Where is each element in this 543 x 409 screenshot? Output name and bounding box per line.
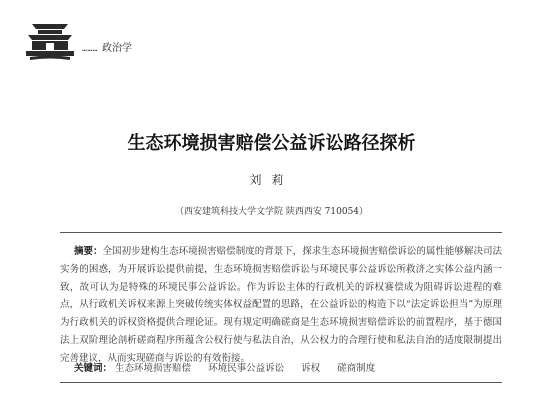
section-label: 政治学 [101,43,132,54]
keyword: 生态环境损害赔偿 [115,363,192,374]
leader-dots: ……… [82,44,98,53]
keyword: 环境民事公益诉讼 [208,363,285,374]
keywords-label: 关键词： [74,363,113,374]
abstract-text: 全国初步建构生态环境损害赔偿制度的背景下，探求生态环境损害赔偿诉讼的属性能够解决司法实务的困惑，为开展诉讼提供前提，生态环境损害赔偿诉讼与环境民事公益诉讼所救济之实体公益内涵一致，故可认为是特殊的环境民事公益诉讼。作为诉讼主体的行政机关的诉权赛偿成为阻碍诉讼进程的难点，从行政机关诉权来源上突破传统实体权益配置的思路，在公益诉讼的构造下以“法定诉讼担当”为原理为行政机关的诉权资格提供合理论证。现有规定明确磋商是生态环境损害赔偿诉讼的前置程序，基于德国法上双阶理论剖析磋商程序所蕴含公权行使与私法自治，从公权力的合理行使和私法自治的适度限制提出完善建议，从而实现磋商与诉讼的有效衔接。 [60,246,502,364]
section-heading [82,43,132,55]
author-affiliation: （西安建筑科技大学文学院 陕西西安 710054） [174,207,369,217]
keyword: 诉权 [301,363,321,374]
article-author: 刘莉 [249,173,294,187]
keyword: 磋商制度 [337,363,376,374]
abstract-block [60,243,502,368]
abstract-top-rule [60,232,502,233]
article-title: 生态环境损害赔偿公益诉讼路径探析 [127,133,416,154]
city-gate-icon [24,20,76,64]
abstract-label: 摘要： [74,246,103,257]
abstract-bottom-rule [60,382,502,383]
keywords-line [74,362,389,376]
